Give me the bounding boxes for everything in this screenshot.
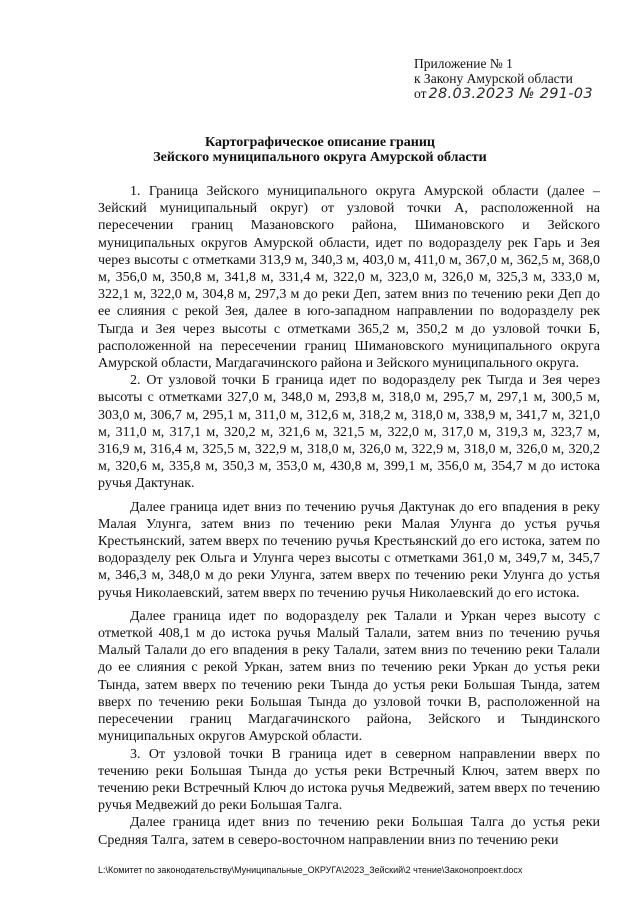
paragraph-4: Далее граница идет по водоразделу рек Талали и Уркан через высоту с отметкой 408,1 м до истока ручья Малый Талали, затем вниз по течению ручья Малый Талали до его впадения в реку Талали, затем вниз по течению реки Талали до ее слияния с рекой Уркан, затем вниз по течению реки Уркан до устья реки Тында, затем вверх по течению реки Тында до устья реки Большая Тында, затем вверх по течению реки Большая Тында до узловой точки В, расположенной на пересечении границ Магдагачинского района, Зейского и Тындинского муниципальных округов Амурской области.: [98, 608, 600, 745]
document-title: [0, 135, 640, 165]
paragraph-1: 1. Граница Зейского муниципального округа Амурской области (далее – Зейский муниципальный округ) от узловой точки А, расположенной на пересечении границ Мазановского района, Шимановского и Зейского муниципальных округов Амурской области, идет по водоразделу рек Гарь и Зея через высоты с отметками 313,9 м, 340,3 м, 403,0 м, 411,0 м, 367,0 м, 362,5 м, 368,0 м, 356,0 м, 350,8 м, 341,8 м, 331,4 м, 322,0 м, 323,0 м, 326,0 м, 325,3 м, 333,0 м, 322,1 м, 322,0 м, 304,8 м, 297,3 м до реки Деп, затем вниз по течению реки Деп до ее слияния с рекой Зея, далее в юго-западном направлении по водоразделу рек Тыгда и Зея через высоты с отметками 365,2 м, 350,2 м до узловой точки Б, расположенной на пересечении границ Шимановского муниципального округа Амурской области, Магдагачинского района и Зейского муниципального округа.: [98, 184, 600, 372]
appendix-number: Приложение № 1: [414, 56, 513, 71]
paragraph-2: 2. От узловой точки Б граница идет по водоразделу рек Тыгда и Зея через высоты с отметками 327,0 м, 348,0 м, 293,8 м, 318,0 м, 295,7 м, 297,1 м, 300,5 м, 303,0 м, 306,7 м, 295,1 м, 311,0 м, 312,6 м, 318,2 м, 318,0 м, 338,9 м, 341,7 м, 321,0 м, 311,0 м, 317,1 м, 320,2 м, 321,6 м, 321,5 м, 322,0 м, 317,0 м, 319,3 м, 323,7 м, 316,9 м, 316,4 м, 325,5 м, 322,9 м, 318,0 м, 326,0 м, 322,9 м, 318,0 м, 326,0 м, 320,2 м, 320,6 м, 335,8 м, 350,3 м, 353,0 м, 430,8 м, 399,1 м, 356,0 м, 354,7 м до истока ручья Дактунак.: [98, 373, 600, 492]
appendix-date-line: [414, 86, 593, 102]
title-line-1: Картографическое описание границ: [205, 135, 435, 150]
paragraph-6: Далее граница идет вниз по течению реки Большая Талга до устья реки Средняя Талга, затем в северо-восточном направлении вниз по течению реки: [98, 815, 600, 848]
handwritten-date-number: 28.03.2023 № 291-03: [428, 86, 593, 102]
appendix-law-reference: к Закону Амурской области: [414, 71, 573, 86]
paragraph-5: 3. От узловой точки В граница идет в северном направлении вверх по течению реки Большая Тында до устья реки Встречный Ключ, затем вверх по течению реки Встречный Ключ до истока ручья Медвежий, затем вверх по течению ручья Медвежий до реки Большая Талга.: [98, 746, 600, 814]
title-line-2: Зейского муниципального округа Амурской области: [153, 150, 487, 165]
document-body: [98, 183, 600, 849]
file-path-footer: L:\Комитет по законодательству\Муниципальные_ОКРУГА\2023_Зейский\2 чтение\Законопроект.docx: [98, 865, 523, 875]
appendix-date-prefix: от: [414, 86, 427, 101]
paragraph-3: Далее граница идет вниз по течению ручья Дактунак до его впадения в реку Малая Улунга, затем вниз по течению реки Малая Улунга до устья ручья Крестьянский, затем вверх по течению ручья Крестьянский до его истока, затем по водоразделу рек Ольга и Улунга через высоты с отметками 361,0 м, 349,7 м, 345,7 м, 346,3 м, 348,0 м до реки Улунга, затем вверх по течению реки Улунга до устья ручья Николаевский, затем вверх по течению ручья Николаевский до его истока.: [98, 499, 600, 601]
appendix-header: [414, 56, 593, 102]
